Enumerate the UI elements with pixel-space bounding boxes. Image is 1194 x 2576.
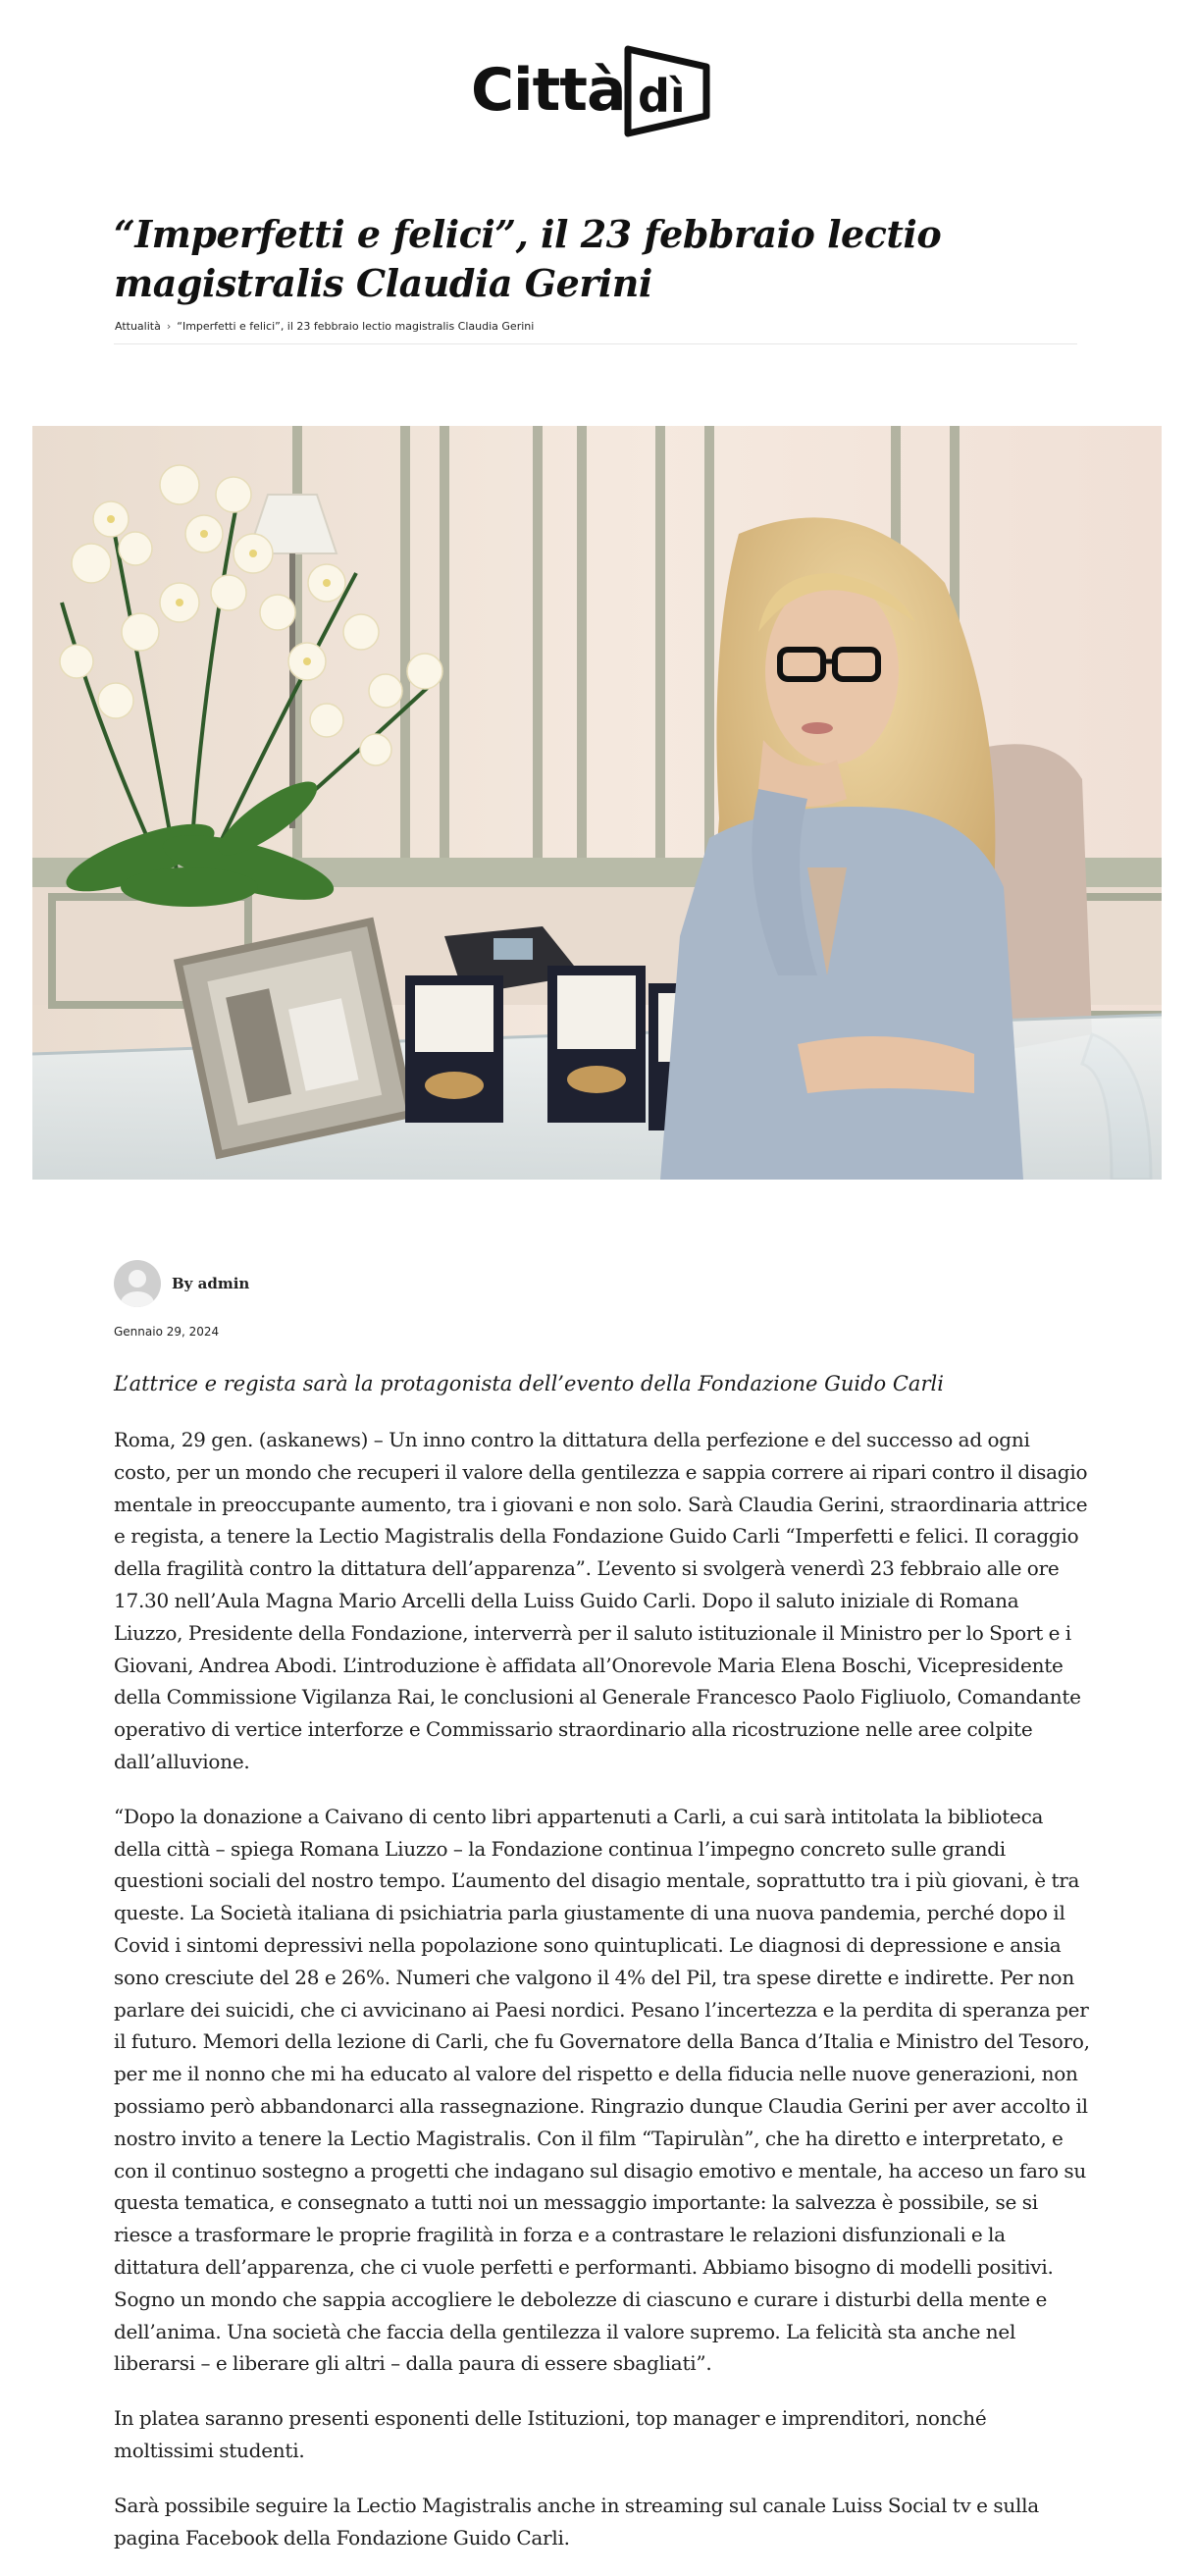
- hero-image: [32, 426, 1162, 1180]
- author-name[interactable]: By admin: [172, 1275, 250, 1292]
- hero-photo-illustration: [32, 426, 1162, 1180]
- author-block: [114, 1260, 249, 1307]
- author-avatar[interactable]: [114, 1260, 161, 1307]
- article-paragraph: In platea saranno presenti esponenti delle Istituzioni, top manager e imprenditori, nonché moltissimi studenti.: [114, 2406, 987, 2462]
- article-body: [114, 1424, 1091, 2576]
- article-paragraph: “Dopo la donazione a Caivano di cento libri appartenuti a Carli, a cui sarà intitolata la biblioteca della città – spiega Romana Liuzzo – la Fondazione continua l’impegno concreto sulle grandi questioni sociali del nostro tempo. L’aumento del disagio mentale, soprattutto tra i più giovani, è tra queste. La Società italiana di psichiatria parla giustamente di una nuova pandemia, perché dopo il Covid i sintomi depressivi nella popolazione sono quintuplicati. Le diagnosi di depressione e ansia sono cresciute del 28 e 26%. Numeri che valgono il 4% del Pil, tra spese dirette e indirette. Per non parlare dei suicidi, che ci avvicinano ai Paesi nordici. Pesano l’incertezza e la perdita di speranza per il futuro. Memori della lezione di Carli, che fu Governatore della Banca d’Italia e Ministro del Tesoro, per me il nonno che mi ha educato al valore del rispetto e della fiducia nelle nuove generazioni, non possiamo però abbandonarci alla rassegnazione. Ringrazio dunque Claudia Gerini per aver accolto il nostro invito a tenere la Lectio Magistralis. Con il film “Tapirulàn”, che ha diretto e interpretato, e con il continuo sostegno a progetti che indagano sul disagio emotivo e mentale, ha acceso un faro su questa tematica, e consegnato a tutti noi un messaggio importante: la salvezza è possibile, se si riesce a trasformare le proprie fragilità in forza e a contrastare le relazioni disfunzionali e la dittatura dell’apparenza, che ci vuole perfetti e performanti. Abbiamo bisogno di modelli positivi. Sogno un mondo che sappia accogliere le debolezze di ciascuno e curare i disturbi della mente e dell’anima. Una società che faccia della gentilezza il valore supremo. La felicità sta anche nel liberarsi – e liberare gli altri – dalla paura di essere sbagliati”.: [114, 1804, 1090, 2376]
- site-logo[interactable]: [471, 43, 716, 141]
- breadcrumb: [115, 320, 534, 333]
- breadcrumb-home-link[interactable]: Attualità: [115, 320, 161, 333]
- logo-badge-text: dì: [638, 70, 686, 123]
- header-divider: [114, 343, 1077, 344]
- article-paragraph: Sarà possibile seguire la Lectio Magistralis anche in streaming sul canale Luiss Social tv e sulla pagina Facebook della Fondazione Guido Carli.: [114, 2493, 1039, 2550]
- breadcrumb-separator: ›: [166, 320, 172, 333]
- article-subtitle: L’attrice e regista sarà la protagonista dell’evento della Fondazione Guido Carli: [114, 1372, 944, 1395]
- logo-badge-icon: [620, 43, 714, 137]
- avatar-placeholder-icon: [114, 1260, 161, 1307]
- publish-date: Gennaio 29, 2024: [114, 1325, 220, 1339]
- breadcrumb-current: “Imperfetti e felici”, il 23 febbraio lectio magistralis Claudia Gerini: [177, 320, 535, 333]
- article-title: “Imperfetti e felici”, il 23 febbraio lectio magistralis Claudia Gerini: [114, 212, 942, 305]
- article-paragraph: Roma, 29 gen. (askanews) – Un inno contro la dittatura della perfezione e del successo ad ogni costo, per un mondo che recuperi il valore della gentilezza e sappia correre ai ripari contro il disagio mentale in preoccupante aumento, tra i giovani e non solo. Sarà Claudia Gerini, straordinaria attrice e regista, a tenere la Lectio Magistralis della Fondazione Guido Carli “Imperfetti e felici. Il coraggio della fragilità contro la dittatura dell’apparenza”. L’evento si svolgerà venerdì 23 febbraio alle ore 17.30 nell’Aula Magna Mario Arcelli della Luiss Guido Carli. Dopo il saluto iniziale di Romana Liuzzo, Presidente della Fondazione, interverrà per il saluto istituzionale il Ministro per lo Sport e i Giovani, Andrea Abodi. L’introduzione è affidata all’Onorevole Maria Elena Boschi, Vicepresidente della Commissione Vigilanza Rai, le conclusioni al Generale Francesco Paolo Figliuolo, Comandante operativo di vertice interforze e Commissario straordinario alla ricostruzione nelle aree colpite dall’alluvione.: [114, 1428, 1088, 1773]
- logo-wordmark: Città: [471, 56, 626, 125]
